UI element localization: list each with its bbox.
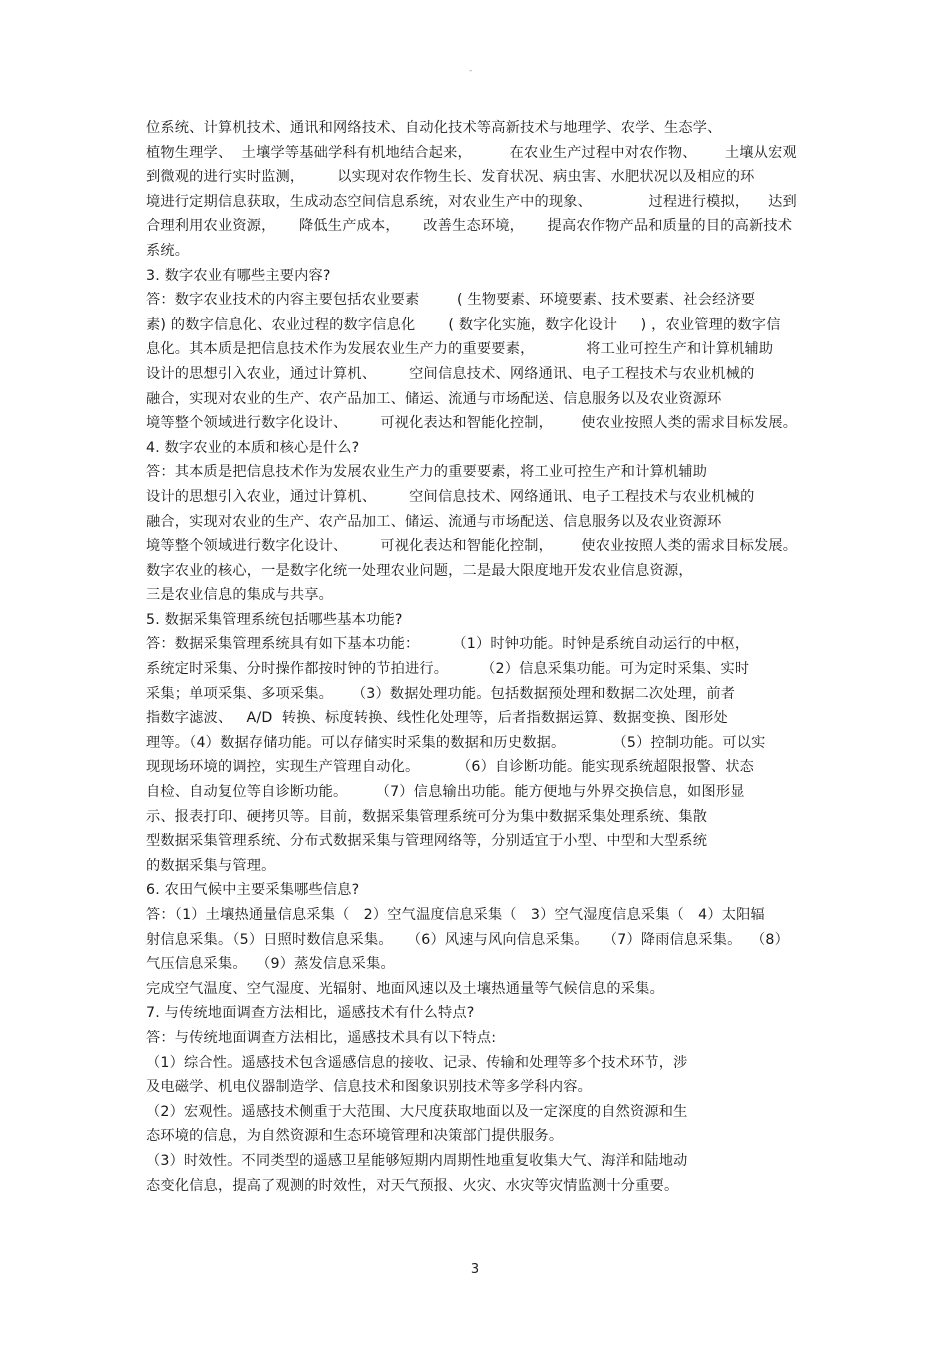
text-line: 示、报表打印、硬拷贝等。目前，数据采集管理系统可分为集中数据采集处理系统、集散 bbox=[146, 808, 708, 825]
text-line: 答：其本质是把信息技术作为发展农业生产力的重要要素，将工业可控生产和计算机辅助 bbox=[146, 464, 708, 481]
text-line: 系统。 bbox=[146, 242, 190, 259]
text-line: 6. 农田气候中主要采集哪些信息? bbox=[146, 882, 360, 899]
text-line: 射信息采集。（5）日照时数信息采集。 （6）风速与风向信息采集。 （7）降雨信息采集。 （8） bbox=[146, 931, 789, 948]
text-line: 境等整个领域进行数字化设计、 可视化表达和智能化控制， 使农业按照人类的需求目标发展。 bbox=[146, 538, 798, 555]
text-line: 采集；单项采集、多项采集。 （3）数据处理功能。包括数据预处理和数据二次处理，前者 bbox=[146, 685, 736, 702]
text-line: 植物生理学、 土壤学等基础学科有机地结合起来， 在农业生产过程中对农作物、 土壤从宏观 bbox=[146, 144, 797, 161]
text-line: 答：数据采集管理系统具有如下基本功能： （1）时钟功能。时钟是系统自动运行的中枢， bbox=[146, 636, 750, 653]
text-line: 态变化信息，提高了观测的时效性，对天气预报、火灾、水灾等灾情监测十分重要。 bbox=[146, 1177, 679, 1194]
text-line: 系统定时采集、分时操作都按时钟的节拍进行。 （2）信息采集功能。可为定时采集、实时 bbox=[146, 661, 750, 678]
text-line: （1）综合性。遥感技术包含遥感信息的接收、记录、传输和处理等多个技术环节，涉 bbox=[146, 1054, 688, 1071]
text-line: 气压信息采集。 （9）蒸发信息采集。 bbox=[146, 956, 395, 973]
top-mark: - bbox=[469, 66, 473, 76]
text-line: 现现场环境的调控，实现生产管理自动化。 （6）自诊断功能。能实现系统超限报警、状态 bbox=[146, 759, 755, 776]
text-line: 7. 与传统地面调查方法相比，遥感技术有什么特点? bbox=[146, 1005, 475, 1022]
text-line: 4. 数字农业的本质和核心是什么? bbox=[146, 439, 360, 456]
text-line: 息化。其本质是把信息技术作为发展农业生产力的重要要素， 将工业可控生产和计算机辅助 bbox=[146, 341, 774, 358]
text-line: 到微观的进行实时监测， 以实现对农作物生长、发育状况、病虫害、水肥状况以及相应的环 bbox=[146, 169, 755, 186]
text-line: 的数据采集与管理。 bbox=[146, 857, 276, 874]
text-line: 答：数字农业技术的内容主要包括农业要素 ( 生物要素、环境要素、技术要素、社会经济要 bbox=[146, 292, 756, 309]
text-line: 态环境的信息，为自然资源和生态环境管理和决策部门提供服务。 bbox=[146, 1128, 564, 1145]
text-line: 位系统、计算机技术、通讯和网络技术、自动化技术等高新技术与地理学、农学、生态学、 bbox=[146, 120, 722, 136]
text-line: 数字农业的核心，一是数字化统一处理农业问题，二是最大限度地开发农业信息资源， bbox=[146, 562, 693, 579]
document-body bbox=[146, 116, 826, 1198]
text-line: 境等整个领域进行数字化设计、 可视化表达和智能化控制， 使农业按照人类的需求目标发展。 bbox=[146, 415, 798, 432]
text-line: （3）时效性。不同类型的遥感卫星能够短期内周期性地重复收集大气、海洋和陆地动 bbox=[146, 1152, 688, 1169]
text-line: （2）宏观性。遥感技术侧重于大范围、大尺度获取地面以及一定深度的自然资源和生 bbox=[146, 1103, 688, 1120]
text-line: 三是农业信息的集成与共享。 bbox=[146, 587, 334, 604]
text-line: 完成空气温度、空气湿度、光辐射、地面风速以及土壤热通量等气候信息的采集。 bbox=[146, 980, 664, 997]
text-line: 理等。（4）数据存储功能。可以存储实时采集的数据和历史数据。 （5）控制功能。可以实 bbox=[146, 734, 766, 751]
text-line: 及电磁学、机电仪器制造学、信息技术和图象识别技术等多学科内容。 bbox=[146, 1079, 593, 1096]
text-line: 境进行定期信息获取，生成动态空间信息系统，对农业生产中的现象、 过程进行模拟， 达到 bbox=[146, 193, 797, 210]
text-line: 自检、自动复位等自诊断功能。 （7）信息输出功能。能方便地与外界交换信息，如图形显 bbox=[146, 784, 745, 801]
text-line: 5. 数据采集管理系统包括哪些基本功能? bbox=[146, 611, 403, 628]
text-line: 合理利用农业资源， 降低生产成本， 改善生态环境， 提高农作物产品和质量的目的高新技术 bbox=[146, 218, 793, 235]
text-line: 设计的思想引入农业，通过计算机、 空间信息技术、网络通讯、电子工程技术与农业机械的 bbox=[146, 488, 755, 505]
text-line: 3. 数字农业有哪些主要内容? bbox=[146, 267, 331, 284]
text-line: 融合，实现对农业的生产、农产品加工、储运、流通与市场配送、信息服务以及农业资源环 bbox=[146, 513, 722, 530]
text-line: 型数据采集管理系统、分布式数据采集与管理网络等，分别适宜于小型、中型和大型系统 bbox=[146, 833, 708, 850]
text-line: 融合，实现对农业的生产、农产品加工、储运、流通与市场配送、信息服务以及农业资源环 bbox=[146, 390, 722, 407]
text-line: 设计的思想引入农业，通过计算机、 空间信息技术、网络通讯、电子工程技术与农业机械的 bbox=[146, 365, 755, 382]
text-line: 答：（1）土壤热通量信息采集（ 2）空气温度信息采集（ 3）空气湿度信息采集（ 4）太阳辐 bbox=[146, 907, 765, 923]
page-number: 3 bbox=[470, 1262, 480, 1277]
text-line: 答：与传统地面调查方法相比，遥感技术具有以下特点: bbox=[146, 1029, 497, 1046]
text-line: 素) 的数字信息化、农业过程的数字信息化 ( 数字化实施，数字化设计 ) ，农业管理的数字信 bbox=[146, 316, 781, 333]
text-line: 指数字滤波、 A/D 转换、标度转换、线性化处理等，后者指数据运算、数据变换、图形处 bbox=[146, 710, 728, 727]
